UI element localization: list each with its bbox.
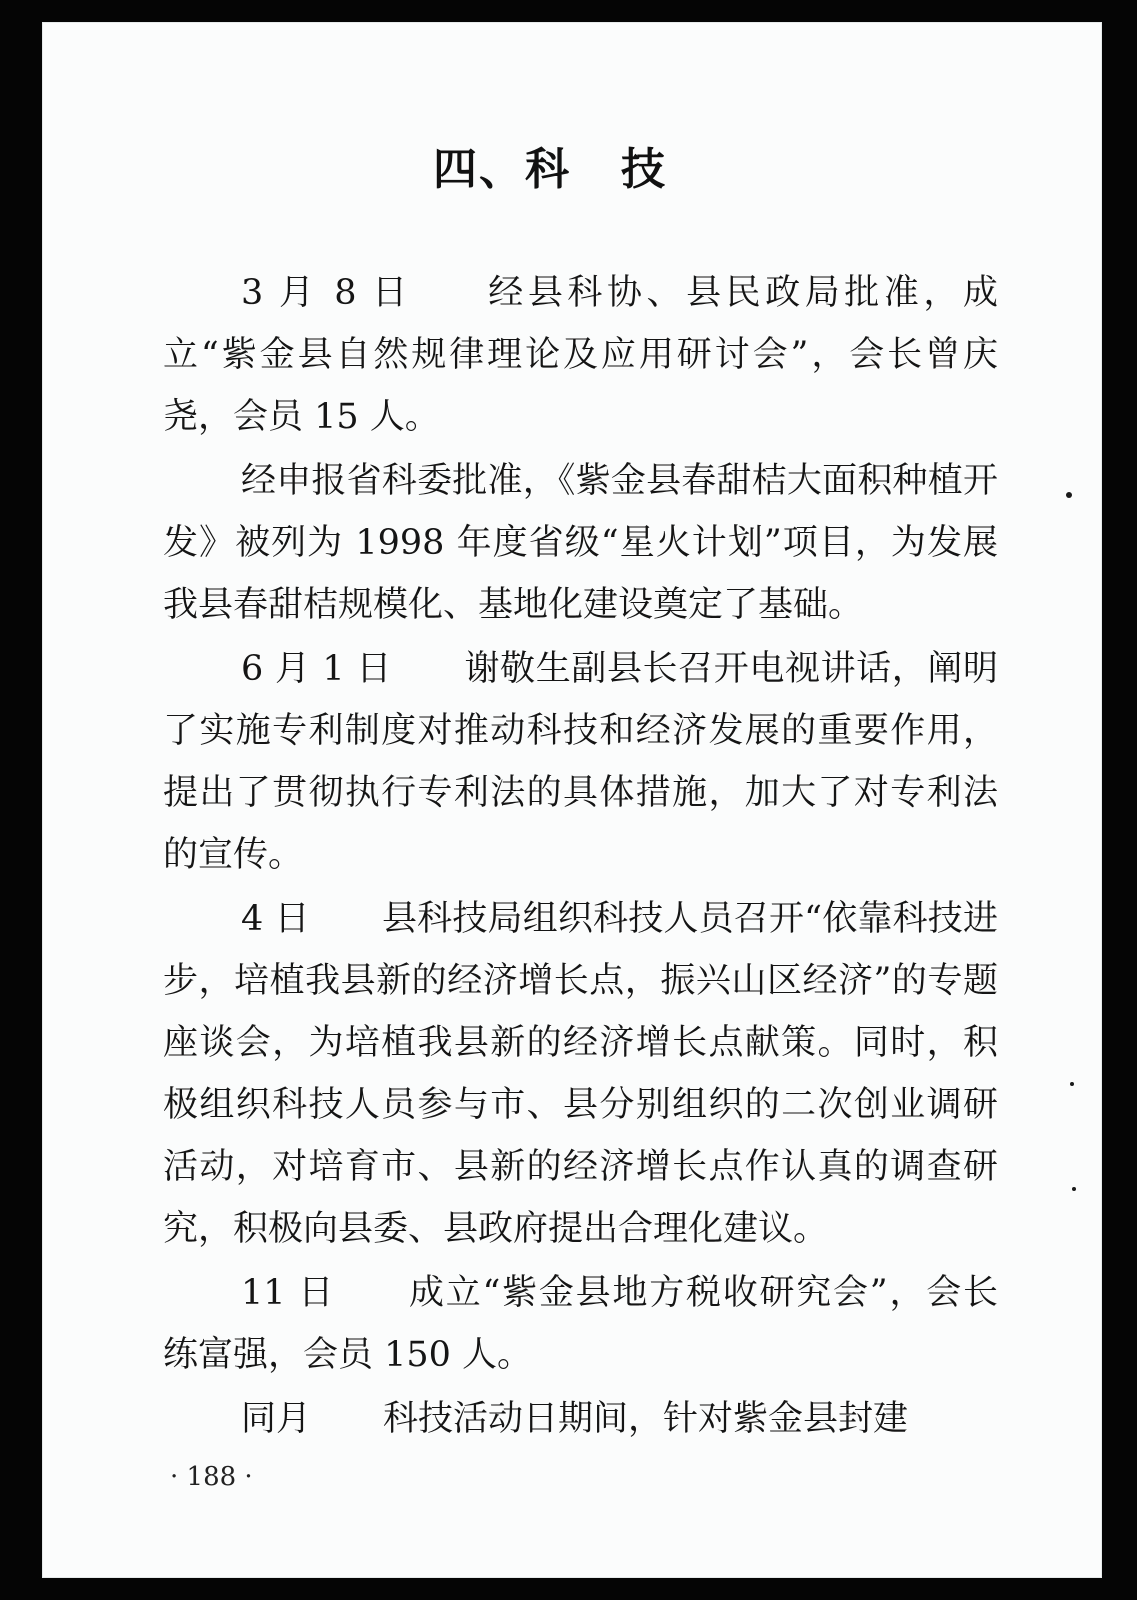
entry-text: 科技活动日期间，针对紫金县封建: [383, 1399, 909, 1439]
entry-text: 县科技局组织科技人员召开“依靠科技进步，培植我县新的经济增长点，振兴山区经济”的专题座谈会，为培植我县新的经济增长点献策。同时，积极组织科技人员参与市、县分别组织的二次创业调研活动，对培育市、县新的经济增长点作认真的调查研究，积极向县委、县政府提出合理化建议。: [163, 899, 998, 1249]
entry-text: 经申报省科委批准，《紫金县春甜桔大面积种植开发》被列为 1998 年度省级“星火计划”项目，为发展我县春甜桔规模化、基地化建设奠定了基础。: [163, 461, 998, 625]
section-title: [0, 140, 1100, 200]
chronicle-body: [163, 262, 998, 1452]
entry-text: 谢敬生副县长召开电视讲话，阐明了实施专利制度对推动科技和经济发展的重要作用，提出了贯彻执行专利法的具体措施，加大了对专利法的宣传。: [163, 649, 998, 875]
scan-speck: [1072, 1187, 1076, 1191]
entry-text: 经县科协、县民政局批准，成立“紫金县自然规律理论及应用研讨会”，会长曾庆尧，会员 15 人。: [163, 273, 998, 437]
section-title-part1: 四、科: [433, 144, 571, 195]
entry-paragraph: [163, 638, 998, 886]
entry-paragraph: [163, 888, 998, 1260]
entry-date: 同月: [241, 1399, 312, 1439]
scan-speck: [1066, 492, 1072, 498]
page-number: · 188 ·: [170, 1462, 253, 1492]
entry-date: 3 月 8 日: [241, 273, 412, 313]
section-title-part2: 技: [621, 144, 667, 195]
entry-paragraph: [163, 1262, 998, 1386]
scan-speck: [1070, 1082, 1074, 1086]
entry-date: 4 日: [241, 899, 310, 939]
entry-text: 成立“紫金县地方税收研究会”，会长练富强，会员 150 人。: [163, 1273, 998, 1375]
entry-paragraph: [163, 262, 998, 448]
entry-date: 11 日: [241, 1273, 336, 1313]
entry-date: 6 月 1 日: [241, 649, 392, 689]
entry-paragraph: [163, 1388, 998, 1450]
entry-paragraph: [163, 450, 998, 636]
